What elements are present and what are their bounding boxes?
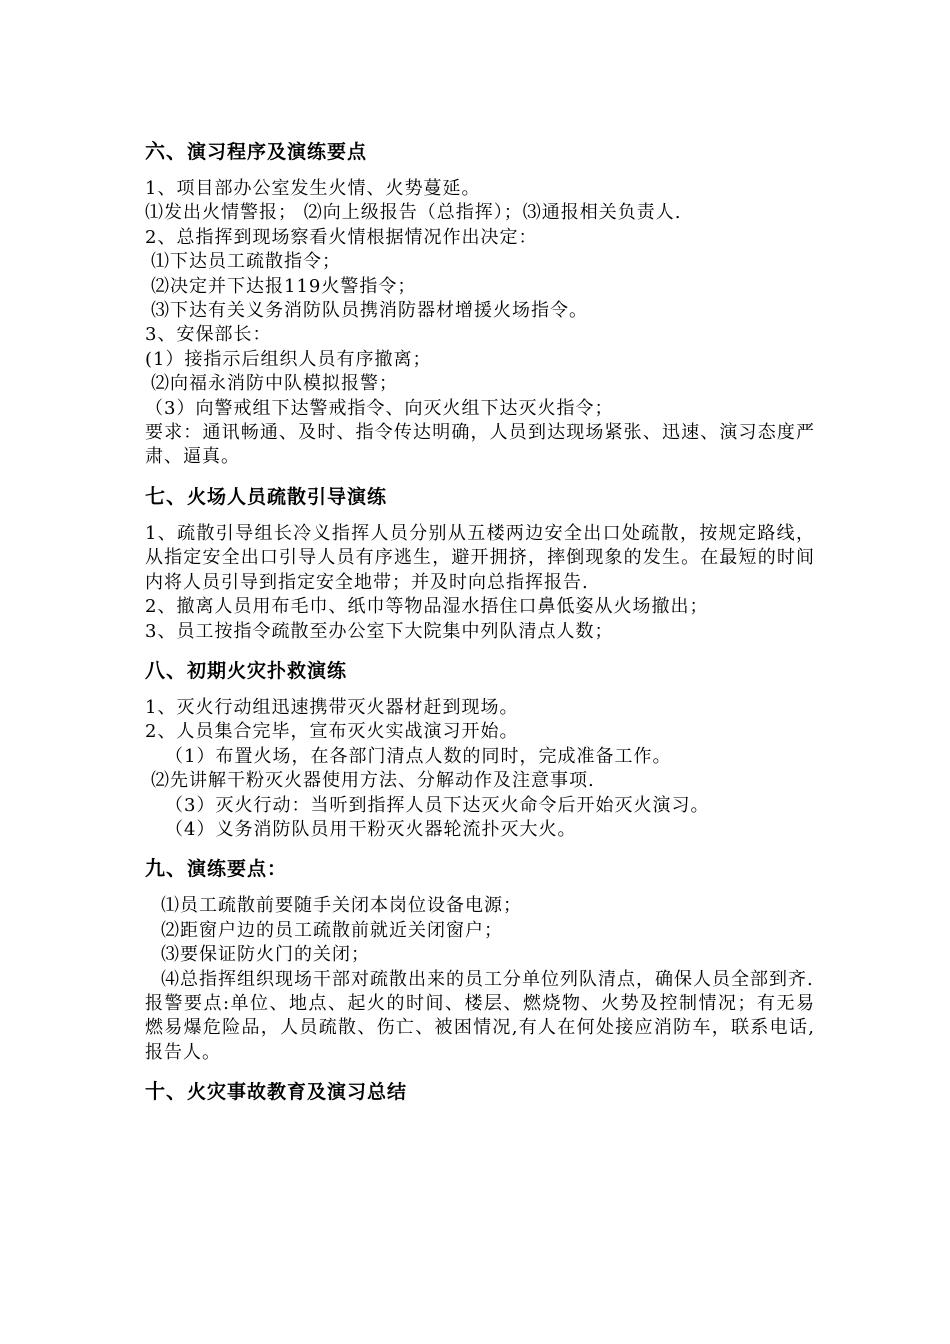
text-line: ⑵距窗户边的员工疏散前就近关闭窗户； bbox=[161, 919, 503, 941]
text-paragraph: 要求：通讯畅通、及时、指令传达明确，人员到达现场紧张、迅速、演习态度严肃、逼真。 bbox=[145, 422, 815, 468]
text-line: ⑶要保证防火门的关闭； bbox=[161, 944, 370, 966]
text-line: 2、撤离人员用布毛巾、纸巾等物品湿水捂住口鼻低姿从火场撤出； bbox=[145, 596, 709, 618]
text-line: ⑵先讲解干粉灭火器使用方法、分解动作及注意事项. bbox=[151, 770, 595, 792]
text-line: （4）义务消防队员用干粉灭火器轮流扑灭大火。 bbox=[165, 818, 577, 840]
text-line: （1）布置火场，在各部门清点人数的同时，完成准备工作。 bbox=[165, 745, 672, 767]
text-paragraph: ⑷总指挥组织现场干部对疏散出来的员工分单位列队清点，确保人员全部到齐. bbox=[161, 968, 814, 990]
text-line: 1、项目部办公室发生火情、火势蔓延。 bbox=[145, 178, 481, 199]
text-line: ⑴发出火情警报； ⑵向上级报告（总指挥）；⑶通报相关负责人. bbox=[145, 202, 682, 224]
section-title: 初期火灾扑救演练 bbox=[187, 659, 348, 682]
section-heading-6 bbox=[145, 133, 815, 169]
text-line: 3、安保部长： bbox=[145, 324, 272, 346]
text-line: ⑴下达员工疏散指令； bbox=[151, 251, 341, 273]
section-number: 十、 bbox=[145, 1079, 187, 1104]
section-title: 火场人员疏散引导演练 bbox=[187, 485, 388, 508]
text-line: （3）向警戒组下达警戒指令、向灭火组下达灭火指令； bbox=[145, 397, 614, 419]
document-page bbox=[145, 133, 815, 1109]
text-line: 2、总指挥到现场察看火情根据情况作出决定： bbox=[145, 226, 538, 248]
text-line: ⑵向福永消防中队模拟报警； bbox=[151, 373, 398, 395]
section-title: 火灾事故教育及演习总结 bbox=[187, 1081, 408, 1104]
section-heading-9 bbox=[145, 850, 815, 886]
text-line: （3）灭火行动：当听到指挥人员下达灭火命令后开始灭火演习。 bbox=[165, 794, 710, 816]
section-title: 演习程序及演练要点 bbox=[187, 141, 368, 163]
text-line: ⑶下达有关义务消防队员携消防器材增援火场指令。 bbox=[151, 300, 588, 322]
text-line: ⑵决定并下达报119火警指令； bbox=[151, 275, 417, 297]
text-line: 3、员工按指令疏散至办公室下大院集中列队清点人数； bbox=[145, 620, 614, 642]
section-number: 九、 bbox=[145, 856, 187, 881]
text-line: 1、灭火行动组迅速携带灭火器材赶到现场。 bbox=[145, 696, 519, 718]
section-title: 演练要点： bbox=[187, 858, 288, 881]
text-line: 2、人员集合完毕，宣布灭火实战演习开始。 bbox=[145, 721, 519, 743]
section-number: 六、 bbox=[145, 139, 187, 163]
text-line: (1）接指示后组织人员有序撤离； bbox=[145, 348, 432, 370]
section-heading-10 bbox=[145, 1073, 815, 1109]
section-number: 八、 bbox=[145, 657, 187, 682]
text-line: ⑴员工疏散前要随手关闭本岗位设备电源； bbox=[161, 895, 522, 917]
section-number: 七、 bbox=[145, 483, 187, 508]
section-heading-8 bbox=[145, 652, 815, 688]
text-paragraph: 1、疏散引导组长冷义指挥人员分别从五楼两边安全出口处疏散，按规定路线，从指定安全出口引导人员有序逃生，避开拥挤，摔倒现象的发生。在最短的时间内将人员引导到指定安全地带；并及时向总指挥报告. bbox=[145, 522, 815, 593]
section-heading-7 bbox=[145, 478, 815, 514]
text-paragraph: 报警要点:单位、地点、起火的时间、楼层、燃烧物、火势及控制情况；有无易燃易爆危险品，人员疏散、伤亡、被困情况,有人在何处接应消防车，联系电话,报告人。 bbox=[145, 992, 815, 1063]
